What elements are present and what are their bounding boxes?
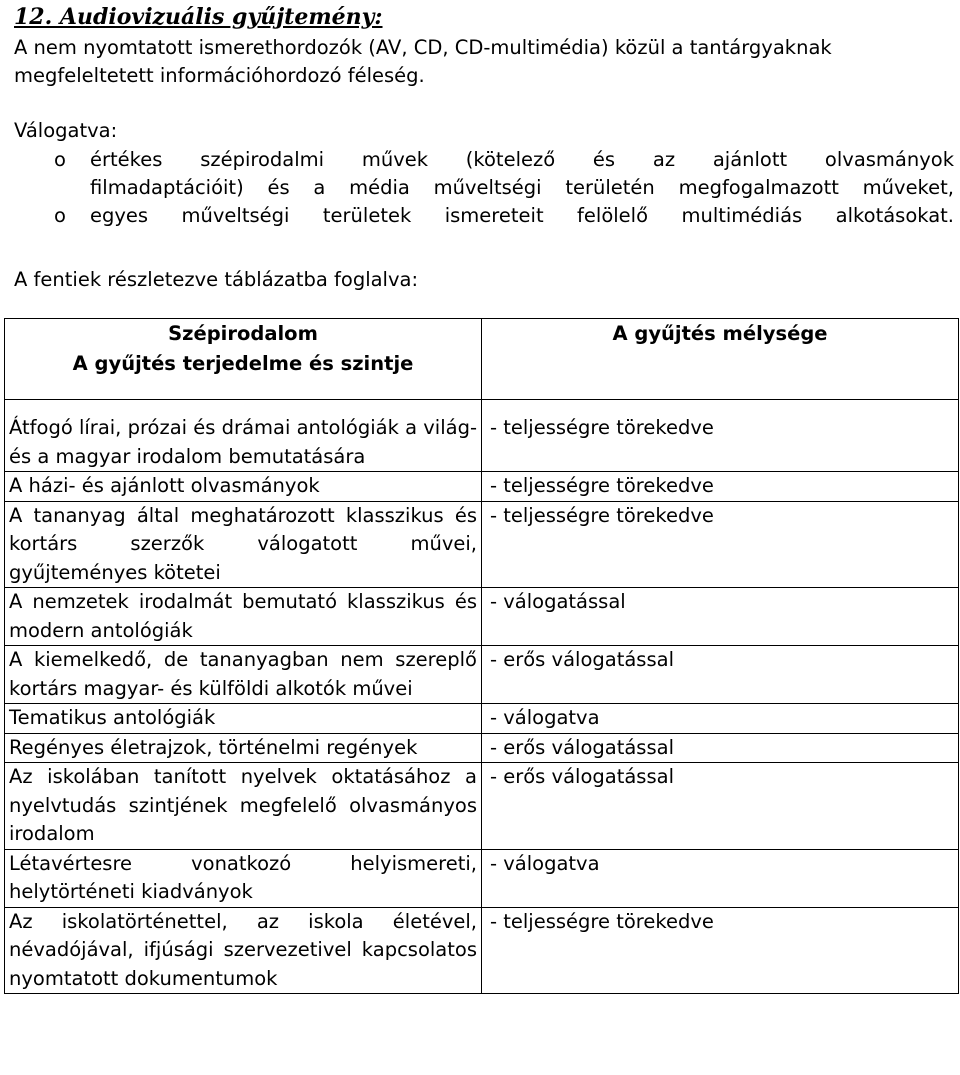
table-row <box>5 472 959 502</box>
scope-cell: A kiemelkedő, de tananyagban nem szereplő kortárs magyar- és külföldi alkotók művei <box>5 646 482 704</box>
header-scope-line-1: Szépirodalom <box>168 322 318 345</box>
scope-cell: Létavértesre vonatkozó helyismereti, helytörténeti kiadványok <box>5 849 482 907</box>
header-scope <box>5 319 482 400</box>
table-row <box>5 907 959 994</box>
depth-cell: - teljességre törekedve <box>482 501 959 588</box>
bullet-marker: o <box>54 148 66 171</box>
table-row <box>5 849 959 907</box>
depth-cell: - válogatva <box>482 704 959 734</box>
table-row <box>5 704 959 734</box>
intro-paragraph <box>14 34 954 90</box>
list-item <box>14 202 954 230</box>
collection-table <box>4 318 959 994</box>
depth-cell: - teljességre törekedve <box>482 472 959 502</box>
header-scope-line-2: A gyűjtés terjedelme és szintje <box>72 352 414 375</box>
list-item-text: értékes szépirodalmi művek (kötelező és az ajánlott olvasmányok <box>90 148 954 171</box>
header-depth <box>482 319 959 400</box>
bullet-marker: o <box>54 204 66 227</box>
scope-cell: Az iskolában tanított nyelvek oktatásához a nyelvtudás szintjének megfelelő olvasmányos irodalom <box>5 763 482 850</box>
depth-cell: - erős válogatással <box>482 646 959 704</box>
scope-cell: Átfogó lírai, prózai és drámai antológiák a világ- és a magyar irodalom bemutatására <box>5 414 482 472</box>
scope-cell: A tananyag által meghatározott klasszikus és kortárs szerzők válogatott művei, gyűjteményes kötetei <box>5 501 482 588</box>
table-row <box>5 588 959 646</box>
selection-label: Válogatva: <box>14 119 118 142</box>
scope-cell: Tematikus antológiák <box>5 704 482 734</box>
table-row <box>5 733 959 763</box>
depth-cell: - teljességre törekedve <box>482 907 959 994</box>
intro-line-1: A nem nyomtatott ismerethordozók (AV, CD, CD-multimédia) közül a tantárgyaknak <box>14 36 832 59</box>
list-item-text-cont: filmadaptációit) és a média műveltségi területén megfogalmazott műveket, <box>90 176 954 199</box>
selection-list <box>14 146 954 230</box>
table-intro-text: A fentiek részletezve táblázatba foglalva: <box>14 268 419 291</box>
header-depth-label: A gyűjtés mélysége <box>612 322 828 345</box>
scope-cell: Az iskolatörténettel, az iskola életével, névadójával, ifjúsági szervezetivel kapcsolatos nyomtatott dokumentumok <box>5 907 482 994</box>
scope-cell: Regényes életrajzok, történelmi regények <box>5 733 482 763</box>
table-spacer-row <box>5 400 959 415</box>
depth-cell: - erős válogatással <box>482 733 959 763</box>
depth-cell: - válogatva <box>482 849 959 907</box>
table-header-row <box>5 319 959 400</box>
section-heading: 12. Audiovizuális gyűjtemény: <box>14 4 383 30</box>
depth-cell: - teljességre törekedve <box>482 414 959 472</box>
table-row <box>5 763 959 850</box>
scope-cell: A házi- és ajánlott olvasmányok <box>5 472 482 502</box>
depth-cell: - válogatással <box>482 588 959 646</box>
intro-line-2: megfeleltetett információhordozó féleség. <box>14 64 425 87</box>
list-item-text: egyes műveltségi területek ismereteit felölelő multimédiás alkotásokat. <box>90 204 954 227</box>
table-row <box>5 646 959 704</box>
table-row <box>5 414 959 472</box>
table-row <box>5 501 959 588</box>
list-item <box>14 146 954 202</box>
scope-cell: A nemzetek irodalmát bemutató klasszikus és modern antológiák <box>5 588 482 646</box>
depth-cell: - erős válogatással <box>482 763 959 850</box>
